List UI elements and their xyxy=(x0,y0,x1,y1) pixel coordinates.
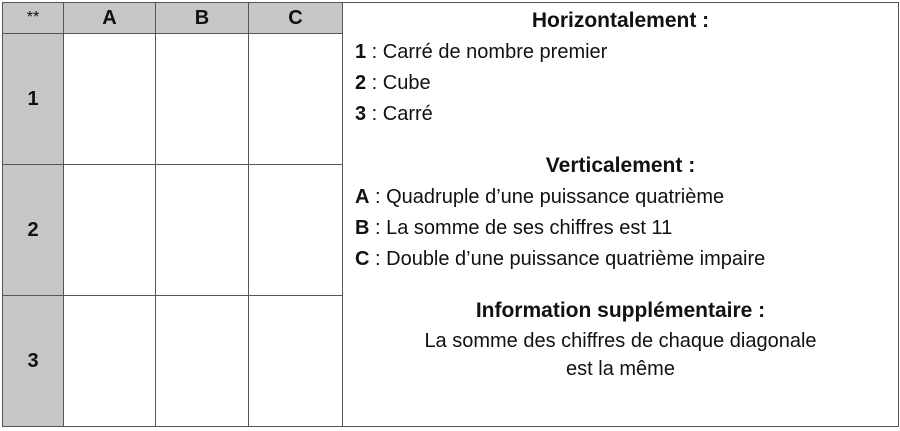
row-header-2: 2 xyxy=(3,165,64,296)
clue-text: : Carré xyxy=(366,103,433,125)
puzzle-grid xyxy=(3,3,343,426)
clue-key: C xyxy=(355,248,370,270)
extra-info-line-2: est la même xyxy=(566,358,675,380)
clues-panel xyxy=(343,3,898,426)
vertical-clue-a xyxy=(355,182,898,213)
column-header-b: B xyxy=(156,3,249,34)
clue-key: B xyxy=(355,217,370,239)
vertical-heading: Verticalement : xyxy=(545,154,696,177)
grid-cell-2c[interactable] xyxy=(249,165,342,296)
clue-key: A xyxy=(355,186,370,208)
grid-cell-1b[interactable] xyxy=(156,34,249,165)
column-header-c: C xyxy=(249,3,342,34)
column-header-a: A xyxy=(64,3,156,34)
clue-key: 3 xyxy=(355,103,367,125)
extra-info-line-1: La somme des chiffres de chaque diagonale xyxy=(424,330,817,352)
clue-text: : Quadruple d’une puissance quatrième xyxy=(369,186,725,208)
grid-cell-3b[interactable] xyxy=(156,296,249,426)
clue-text: : Double d’une puissance quatrième impaire xyxy=(369,248,766,270)
horizontal-heading: Horizontalement : xyxy=(531,9,710,32)
clue-text: : La somme de ses chiffres est 11 xyxy=(369,217,673,239)
clue-text: : Carré de nombre premier xyxy=(366,41,608,63)
clue-key: 1 xyxy=(355,41,367,63)
grid-cell-2a[interactable] xyxy=(64,165,156,296)
row-header-1: 1 xyxy=(3,34,64,165)
crossnumber-puzzle xyxy=(2,2,899,427)
grid-corner: ** xyxy=(3,3,64,34)
grid-cell-3a[interactable] xyxy=(64,296,156,426)
vertical-clue-b xyxy=(355,213,898,244)
row-header-3: 3 xyxy=(3,296,64,426)
clue-text: : Cube xyxy=(366,72,431,94)
grid-cell-1a[interactable] xyxy=(64,34,156,165)
grid-cell-1c[interactable] xyxy=(249,34,342,165)
horizontal-clue-3 xyxy=(355,99,898,130)
clue-key: 2 xyxy=(355,72,367,94)
extra-info-heading: Information supplémentaire : xyxy=(475,299,766,322)
vertical-clue-c xyxy=(355,244,898,275)
grid-cell-2b[interactable] xyxy=(156,165,249,296)
horizontal-clue-1 xyxy=(355,37,898,68)
horizontal-clue-2 xyxy=(355,68,898,99)
grid-cell-3c[interactable] xyxy=(249,296,342,426)
